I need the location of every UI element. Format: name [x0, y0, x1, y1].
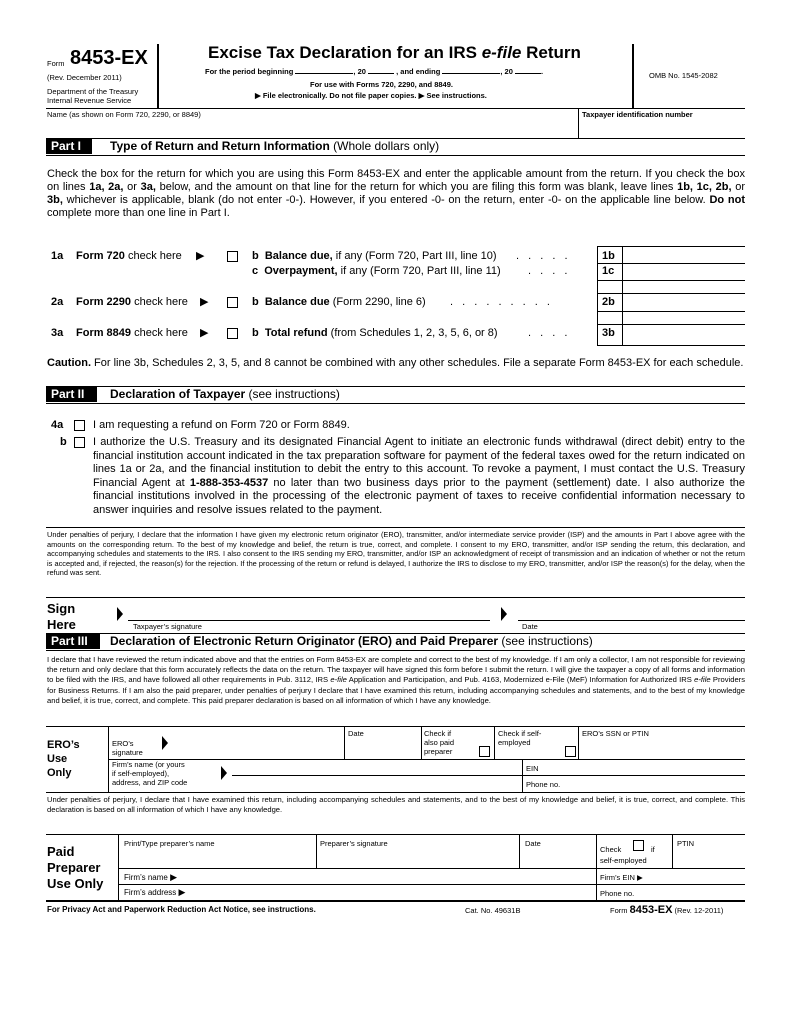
use-with-note: For use with Forms 720, 2290, and 8849.	[310, 80, 453, 89]
line-1a-checkbox[interactable]	[227, 251, 238, 262]
privacy-notice: For Privacy Act and Paperwork Reduction Act Notice, see instructions.	[47, 905, 316, 914]
ero-ein-field[interactable]	[546, 761, 742, 774]
line-2a-arrow-icon: ▶	[200, 296, 209, 308]
preparer-signature-field[interactable]	[320, 850, 516, 866]
firms-address-label: Firm’s address ▶	[124, 887, 186, 897]
form-title: Excise Tax Declaration for an IRS e-file Return	[208, 43, 581, 62]
line-3b-dots: . . . .	[528, 327, 571, 339]
line-3a-number: 3a	[51, 327, 64, 339]
line-2a-number: 2a	[51, 296, 64, 308]
tin-label: Taxpayer identification number	[582, 110, 693, 119]
line-3b-box-label: 3b	[602, 327, 615, 339]
line-1a-arrow-icon: ▶	[196, 250, 205, 262]
taxpayer-signature-label: Taxpayer’s signature	[133, 622, 202, 631]
here-label: Here	[47, 617, 76, 632]
line-1b-label: b Balance due, if any (Form 720, Part III, line 10)	[252, 250, 497, 262]
footer-form-number: Form 8453-EX (Rev. 12-2011)	[610, 904, 724, 916]
line-1c-label: c Overpayment, if any (Form 720, Part III, line 11)	[252, 265, 501, 277]
preparer-check-label: Check	[600, 845, 622, 854]
ero-phone-label: Phone no.	[526, 780, 561, 789]
line-1c-box-label: 1c	[602, 265, 615, 277]
catalog-number: Cat. No. 49631B	[465, 906, 521, 915]
preparer-ptin-label: PTIN	[677, 839, 695, 848]
line-1a-label: Form 720 check here	[76, 250, 182, 262]
part-1-instructions: Check the box for the return for which you are using this Form 8453-EX and enter the applicable amount from the return. If you check the box on lines 1a, 2a, or 3a, below, and the amount on that line for the return for which you are filing this form was blank, leave lines 1b, 1c, 2b, or 3b, whichever is applicable, blank (do not enter -0-). However, if you entered -0- on the return, enter -0- on the applicable line below. Do not complete more than one line in Part I.	[47, 168, 745, 219]
paid-preparer-use-only-label: Paid Preparer Use Only	[47, 844, 104, 891]
firms-name-label: Firm’s name ▶	[124, 872, 178, 882]
revision-date: (Rev. December 2011)	[47, 73, 122, 82]
period-begin-input[interactable]	[295, 73, 353, 74]
line-2b-dots: . . . . . . . . .	[450, 296, 553, 308]
preparer-self-employed-checkbox[interactable]	[633, 840, 644, 851]
preparer-penalties-statement: Under penalties of perjury, I declare that I have examined this return, including accompanying schedules and statements, and to the best of my knowledge and belief, it is true, correct, and complete. This declaration is based on all information of which I have any knowledge.	[47, 795, 745, 814]
ero-signature-arrow-icon	[162, 736, 168, 750]
line-3a-arrow-icon: ▶	[200, 327, 209, 339]
ero-firm-arrow-icon	[221, 766, 227, 780]
omb-number: OMB No. 1545-2082	[649, 71, 718, 80]
agency: Internal Revenue Service	[47, 96, 132, 105]
ero-self-employed-checkbox[interactable]	[565, 746, 576, 757]
ero-date-label: Date	[348, 729, 364, 738]
name-field[interactable]	[47, 120, 575, 136]
period-begin-year-input[interactable]	[368, 73, 394, 74]
line-4a-text: I am requesting a refund on Form 720 or Form 8849.	[93, 419, 350, 431]
line-2b-box-label: 2b	[602, 296, 615, 308]
name-field-label: Name (as shown on Form 720, 2290, or 8849)	[47, 110, 201, 119]
preparer-if-label: if	[651, 845, 655, 854]
department: Department of the Treasury	[47, 87, 139, 96]
preparer-name-field[interactable]	[124, 850, 314, 866]
date-arrow-icon	[501, 607, 507, 621]
line-2b-amount-field[interactable]	[624, 295, 744, 309]
part-1-title: Type of Return and Return Information (Whole dollars only)	[110, 139, 440, 153]
firms-ein-field[interactable]	[648, 870, 743, 883]
part-2-title: Declaration of Taxpayer (see instructions)	[110, 387, 340, 401]
check-paid-preparer-label: Check if also paid preparer	[424, 729, 455, 756]
part-3-title: Declaration of Electronic Return Originator (ERO) and Paid Preparer (see instructions)	[110, 634, 593, 648]
line-1b-box-label: 1b	[602, 250, 615, 262]
line-4b-number: b	[60, 436, 67, 448]
line-1b-dots: . . . . .	[516, 250, 571, 262]
period-end-year-input[interactable]	[515, 73, 541, 74]
firms-address-field[interactable]	[210, 886, 590, 899]
period-end-input[interactable]	[442, 73, 500, 74]
part-1-caution: Caution. For line 3b, Schedules 2, 3, 5, and 8 cannot be combined with any other schedules. File a separate Form 8453-EX for each schedule.	[47, 357, 744, 369]
line-4b-text: I authorize the U.S. Treasury and its designated Financial Agent to initiate an electronic funds withdrawal (direct debit) entry to the financial institution account indicated in the tax preparation software for payment of the federal taxes owed for the return indicated on lines 1a or 2a, and the financial institution to debit the entry to this account. To revoke a payment, I must contact the U.S. Treasury Financial Agent at 1-888-353-4537 no later than two business days prior to the payment (settlement) date. I also authorize the financial institutions involved in the processing of the electronic payment of taxes to receive confidential information necessary to answer inquiries and resolve issues related to the payment.	[93, 436, 745, 516]
preparer-phone-field[interactable]	[640, 886, 743, 899]
line-4a-number: 4a	[51, 419, 64, 431]
line-2a-checkbox[interactable]	[227, 297, 238, 308]
ero-ssn-ptin-field[interactable]	[582, 740, 742, 758]
line-4b-checkbox[interactable]	[74, 437, 85, 448]
ero-firm-address-field[interactable]	[232, 777, 517, 790]
line-3a-label: Form 8849 check here	[76, 327, 188, 339]
ero-firm-name-field[interactable]	[232, 761, 517, 774]
sign-label: Sign	[47, 601, 76, 616]
line-3a-checkbox[interactable]	[227, 328, 238, 339]
preparer-self-employed-label: self-employed	[600, 856, 647, 865]
ero-signature-field[interactable]	[172, 728, 342, 758]
ero-ein-label: EIN	[526, 764, 539, 773]
taxpayer-date-label: Date	[522, 622, 538, 631]
line-1a-number: 1a	[51, 250, 64, 262]
ero-signature-label: ERO’s signature	[112, 739, 143, 757]
line-3b-label: b Total refund (from Schedules 1, 2, 3, 5, 6, or 8)	[252, 327, 498, 339]
part-2-penalties-statement: Under penalties of perjury, I declare that the information I have given my electronic return originator (ERO), transmitter, and/or intermediate service provider (ISP) and the amounts in Part I above agree with the amounts on the corresponding return. To the best of my knowledge and belief, the return is true, correct, and complete. I consent to my ERO, transmitter, and/or ISP sending the return, this declaration, and accompanying schedules and statements to the IRS. I also consent to the IRS sending my ERO, transmitter, and/or ISP an acknowledgment of receipt of transmission and an indication of whether or not the return is accepted and, if rejected, the reason(s) for the rejection. If the processing of the return or refund is delayed, I authorize the IRS to disclose to my ERO, transmitter, and/or ISP the reason(s) for the delay, when the refund was sent.	[47, 530, 745, 578]
ero-use-only-label: ERO’s Use Only	[47, 739, 80, 779]
tax-period-line: For the period beginning , 20 , and ending , 20 .	[205, 67, 544, 76]
preparer-signature-label: Preparer’s signature	[320, 839, 388, 848]
taxpayer-signature-field[interactable]	[128, 602, 488, 620]
also-paid-preparer-checkbox[interactable]	[479, 746, 490, 757]
line-2a-label: Form 2290 check here	[76, 296, 188, 308]
sign-arrow-icon	[117, 607, 123, 621]
preparer-name-label: Print/Type preparer’s name	[124, 839, 215, 848]
file-electronically-note: ▶ File electronically. Do not file paper copies. ▶ See instructions.	[255, 91, 487, 100]
preparer-date-field[interactable]	[525, 850, 593, 866]
firms-ein-label: Firm’s EIN ▶	[600, 873, 643, 882]
check-self-employed-label: Check if self- employed	[498, 729, 542, 747]
line-1c-dots: . . . .	[528, 265, 571, 277]
ero-ssn-ptin-label: ERO’s SSN or PTIN	[582, 729, 649, 738]
line-4a-checkbox[interactable]	[74, 420, 85, 431]
firms-name-field[interactable]	[210, 870, 590, 883]
preparer-phone-label: Phone no.	[600, 889, 635, 898]
taxpayer-date-field[interactable]	[518, 602, 744, 620]
part-3-label: Part III	[46, 634, 100, 649]
preparer-date-label: Date	[525, 839, 541, 848]
ero-declaration-text: I declare that I have reviewed the return indicated above and that the entries on Form 8453-EX are complete and correct to the best of my knowledge. If I am only a collector, I am not responsible for reviewing the return and only declare that this form accurately reflects the data on the return. The taxpayer will have signed this form before I submit the return. I will give the taxpayer a copy of all forms and information to be filed with the IRS, and have followed all other requirements in Pub. 3112, IRS e-file Application and Participation, and Pub. 4163, Modernized e-File (MeF) Information for Authorized IRS e-file Providers for Business Returns. If I am also the paid preparer, under penalties of perjury I declare that I have examined this return, including accompanying schedules and statements, and to the best of my knowledge and belief, it is true, correct, and complete. This paid preparer declaration is based on all information of which I have any knowledge.	[47, 655, 745, 705]
line-3b-amount-field[interactable]	[624, 326, 744, 343]
ero-phone-field[interactable]	[570, 777, 742, 790]
ero-firm-label: Firm’s name (or yours if self-employed), address, and ZIP code	[112, 760, 188, 787]
form-number: 8453-EX	[70, 47, 148, 69]
tin-field[interactable]	[582, 120, 742, 136]
part-2-label: Part II	[46, 387, 97, 402]
line-1b-amount-field[interactable]	[624, 248, 744, 262]
line-1c-amount-field[interactable]	[624, 265, 744, 279]
line-2b-label: b Balance due (Form 2290, line 6)	[252, 296, 426, 308]
ero-date-field[interactable]	[348, 740, 418, 758]
form-word: Form	[47, 59, 65, 68]
part-1-label: Part I	[46, 139, 92, 154]
preparer-ptin-field[interactable]	[677, 850, 743, 866]
